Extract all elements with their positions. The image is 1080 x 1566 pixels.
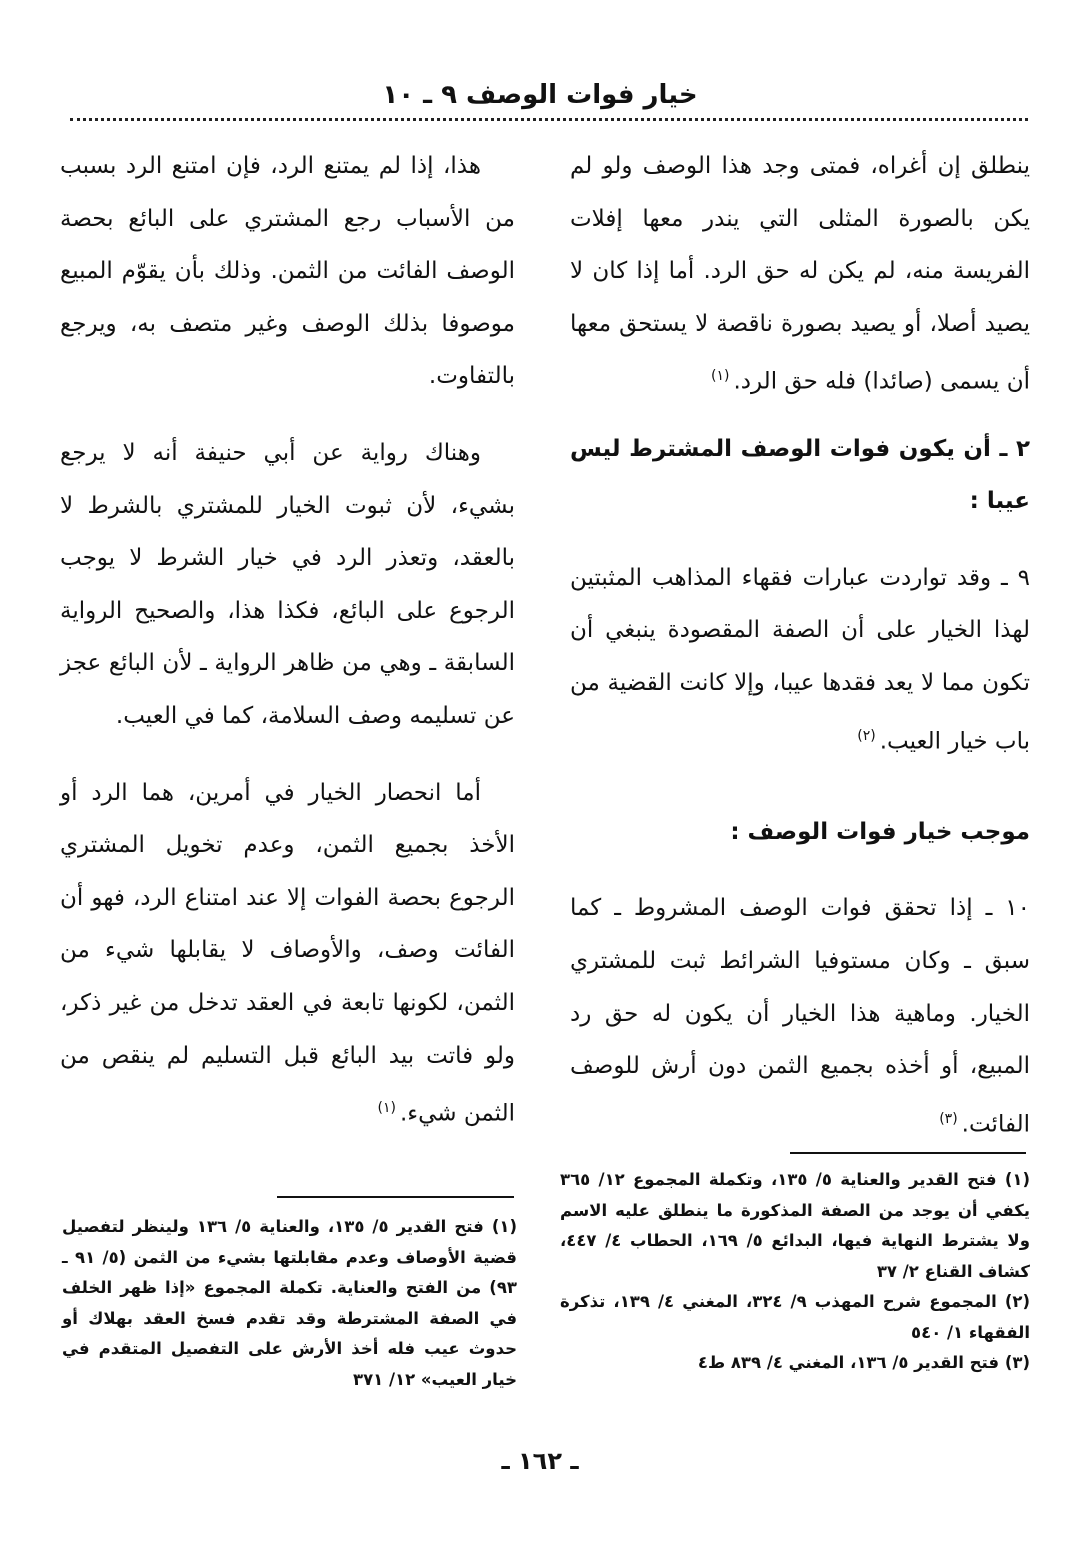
footnote: (٣) فتح القدير ٥/ ١٣٦، المغني ٤/ ٨٣٩ ط٤ (697, 1353, 1030, 1372)
footnote-ref: (٢) (857, 727, 876, 744)
footnote: (٢) المجموع شرح المهذب ٩/ ٣٢٤، المغني ٤/ ١٣٩، تذكرة الفقهاء ١/ ٥٤٠ (560, 1292, 1030, 1342)
running-header: خيار فوات الوصف ٩ ـ ١٠ (382, 80, 698, 110)
paragraph: وهناك رواية عن أبي حنيفة أنه لا يرجع بشيء، لأن ثبوت الخيار للمشتري بالشرط لا بالعقد، وتعذر الرد في خيار الشرط لا يوجب الرجوع على البائع، فكذا هذا، والصحيح الرواية السابقة ـ وهي من ظاهر الرواية ـ لأن البائع عجز عن تسليمه وصف السلامة، كما في العيب. (60, 439, 515, 729)
header-dotted-rule (70, 118, 1028, 121)
paragraph (570, 140, 1030, 409)
page-number: ـ ١٦٢ ـ (501, 1447, 579, 1475)
paragraph: هذا، إذا لم يمتنع الرد، فإن امتنع الرد بسبب من الأسباب رجع المشتري على البائع بحصة الوصف الفائت من الثمن. وذلك بأن يقوّم المبيع موصوفا بذلك الوصف وغير متصف به، ويرجع بالتفاوت. (60, 153, 515, 390)
right-column (570, 140, 1030, 1151)
section-heading: موجب خيار فوات الوصف : (730, 818, 1030, 845)
paragraph (60, 767, 515, 1141)
paragraph (570, 882, 1030, 1151)
numbered-condition: ٢ ـ أن يكون فوات الوصف المشترط ليس عيبا : (570, 435, 1030, 515)
footnote: (١) فتح القدير والعناية ٥/ ١٣٥، وتكملة المجموع ١٢/ ٣٦٥ يكفي أن يوجد من الصفة المذكورة ما ينطلق عليه الاسم ولا يشترط النهاية فيها، البدائع ٥/ ١٦٩، الحطاب ٤/ ٤٤٧، كشاف القناع ٢/ ٣٧ (560, 1170, 1030, 1281)
footnote-separator (277, 1196, 514, 1198)
paragraph-text: ٩ ـ وقد تواردت عبارات فقهاء المذاهب المثبتين لهذا الخيار على أن الصفة المقصودة ينبغي أن تكون مما لا يعد فقدها عيبا، وإلا كانت القضية من باب خيار العيب. (570, 564, 1030, 755)
paragraph (570, 552, 1030, 768)
left-column (60, 140, 515, 1140)
footnote-ref: (٣) (939, 1110, 958, 1127)
footnotes-right (560, 1165, 1030, 1379)
footnote-ref: (١) (377, 1100, 396, 1117)
paragraph-text: أما انحصار الخيار في أمرين، هما الرد أو الأخذ بجميع الثمن، وعدم تخويل المشتري الرجوع بحصة الفوات إلا عند امتناع الرد، فهو أن الفائت وصف، والأوصاف لا يقابلها شيء من الثمن، لكونها تابعة في العقد تدخل من غير ذكر، ولو فاتت بيد البائع قبل التسليم لم ينقص من الثمن شيء. (60, 779, 515, 1127)
paragraph-text: ينطلق إن أغراه، فمتى وجد هذا الوصف ولو لم يكن بالصورة المثلى التي يندر معها إفلات الفريسة منه، لم يكن له حق الرد. أما إذا كان لا يصيد أصلا، أو يصيد بصورة ناقصة لا يستحق معها أن يسمى (صائدا) فله حق الرد. (570, 153, 1030, 396)
footnote-ref: (١) (710, 368, 730, 385)
footnote: (١) فتح القدير ٥/ ١٣٥، والعناية ٥/ ١٣٦ ولينظر لتفصيل قضية الأوصاف وعدم مقابلتها بشيء من الثمن (٥/ ٩١ ـ ٩٣) من الفتح والعناية. تكملة المجموع «إذا ظهر الخلف في الصفة المشترطة وقد تقدم فسخ العقد بهلاك أو حدوث عيب فله أخذ الأرش على التفصيل المتقدم في خيار العيب» ١٢/ ٣٧١ (62, 1217, 517, 1389)
footnotes-left (62, 1212, 517, 1395)
paragraph-text: ١٠ ـ إذا تحقق فوات الوصف المشروط ـ كما سبق ـ وكان مستوفيا الشرائط ثبت للمشتري الخيار. وماهية هذا الخيار أن يكون له حق رد المبيع، أو أخذه بجميع الثمن دون أرش للوصف الفائت. (570, 895, 1030, 1138)
footnote-separator (790, 1152, 1026, 1154)
